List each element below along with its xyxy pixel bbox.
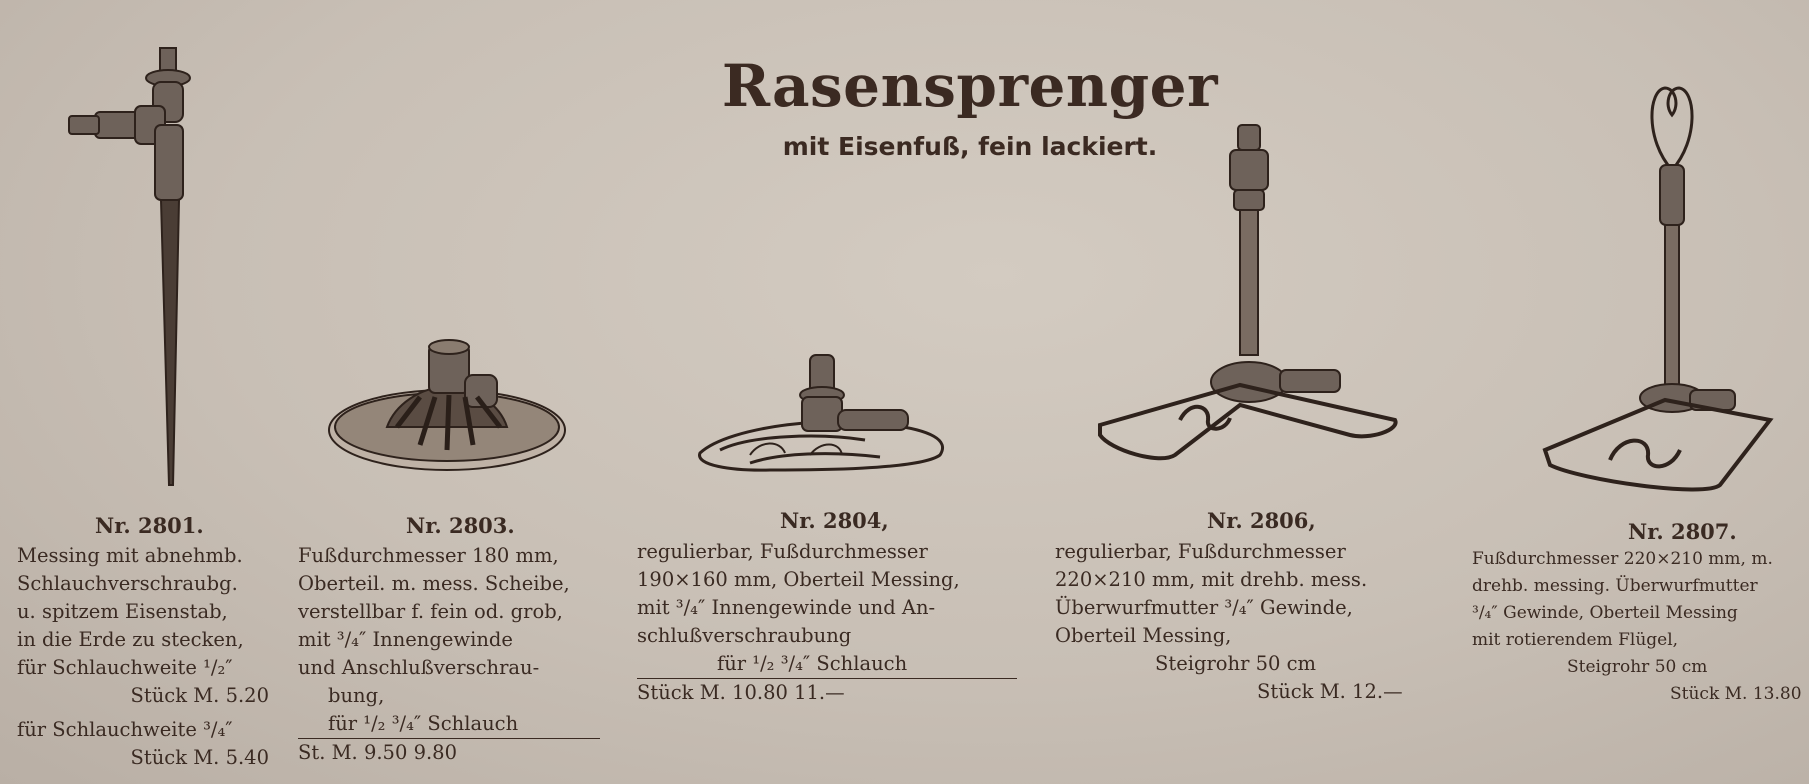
desc-line: mit rotierendem Flügel, — [1472, 630, 1679, 650]
item-description-2801 — [17, 542, 272, 772]
desc-line: Messing mit abnehmb. — [17, 544, 243, 567]
desc-line: u. spitzem Eisenstab, — [17, 600, 228, 623]
desc-line: Oberteil Messing, — [1055, 624, 1232, 647]
price-line: Stück M. 5.40 — [130, 746, 269, 769]
desc-line: schlußverschraubung — [637, 624, 852, 647]
desc-line: Fußdurchmesser 180 mm, — [298, 544, 559, 567]
desc-line: verstellbar f. fein od. grob, — [298, 600, 563, 623]
item-number-2807: Nr. 2807. — [1628, 519, 1737, 544]
desc-line: bung, — [328, 684, 385, 707]
item-description-2803 — [298, 542, 598, 767]
desc-line: und Anschlußverschrau- — [298, 656, 540, 679]
item-number-2804: Nr. 2804, — [780, 508, 889, 533]
desc-line: regulierbar, Fußdurchmesser — [1055, 540, 1346, 563]
sprinkler-2804-illustration — [690, 345, 975, 485]
price-line: St. M. 9.50 9.80 — [298, 741, 457, 764]
page-subtitle: mit Eisenfuß, fein lackiert. — [782, 132, 1158, 161]
desc-line: mit ³/₄″ Innengewinde — [298, 628, 513, 651]
sprinkler-2807-illustration — [1540, 80, 1775, 500]
desc-line: in die Erde zu stecken, — [17, 628, 244, 651]
item-description-2807 — [1472, 546, 1802, 708]
page-title: Rasensprenger — [721, 52, 1219, 120]
desc-line: Schlauchverschraubg. — [17, 572, 238, 595]
desc-line: drehb. messing. Überwurfmutter — [1472, 576, 1758, 596]
item-description-2804 — [637, 538, 1017, 707]
sprinkler-2801-illustration — [55, 40, 195, 500]
item-number-2806: Nr. 2806, — [1207, 508, 1316, 533]
desc-line: Oberteil. m. mess. Scheibe, — [298, 572, 570, 595]
desc-line: Fußdurchmesser 220×210 mm, m. — [1472, 549, 1773, 569]
item-number-2801: Nr. 2801. — [95, 513, 204, 538]
sprinkler-2806-illustration — [1090, 120, 1405, 500]
desc-line: für Schlauchweite ¹/₂″ — [17, 656, 233, 679]
price-line: Stück M. 13.80 — [1670, 684, 1802, 704]
desc-line: für ¹/₂ ³/₄″ Schlauch — [298, 710, 600, 739]
desc-line: mit ³/₄″ Innengewinde und An- — [637, 596, 936, 619]
item-description-2806 — [1055, 538, 1435, 706]
price-line: Stück M. 12.— — [1257, 680, 1403, 703]
desc-line: 190×160 mm, Oberteil Messing, — [637, 568, 960, 591]
desc-line: für ¹/₂ ³/₄″ Schlauch — [637, 650, 1017, 679]
desc-line: Steigrohr 50 cm — [1567, 657, 1708, 677]
price-line: Stück M. 5.20 — [130, 684, 269, 707]
desc-line: für Schlauchweite ³/₄″ — [17, 718, 233, 741]
price-line: Stück M. 10.80 11.— — [637, 681, 845, 704]
desc-line: 220×210 mm, mit drehb. mess. — [1055, 568, 1368, 591]
item-number-2803: Nr. 2803. — [406, 513, 515, 538]
desc-line: regulierbar, Fußdurchmesser — [637, 540, 928, 563]
desc-line: ³/₄″ Gewinde, Oberteil Messing — [1472, 603, 1738, 623]
sprinkler-2803-illustration — [325, 335, 570, 485]
desc-line: Überwurfmutter ³/₄″ Gewinde, — [1055, 596, 1353, 619]
desc-line: Steigrohr 50 cm — [1155, 652, 1317, 675]
